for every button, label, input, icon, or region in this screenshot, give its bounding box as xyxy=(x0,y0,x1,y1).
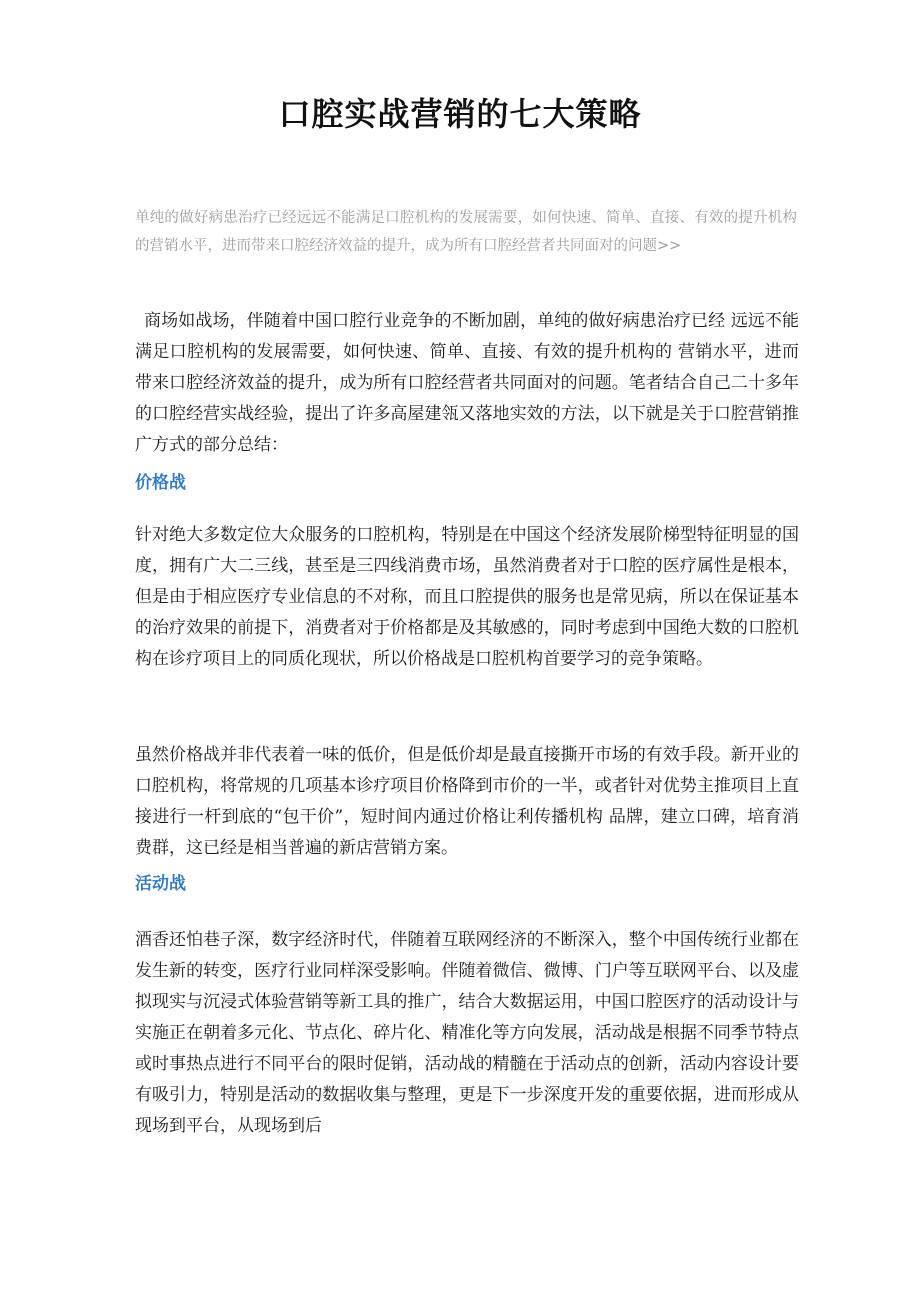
page-title: 口腔实战营销的七大策略 xyxy=(278,95,642,133)
price-war-paragraph-2: 虽然价格战并非代表着一味的低价，但是低价却是最直接撕开市场的有效手段。新开业的口腔机构，将常规的几项基本诊疗项目价格降到市价的一半，或者针对优势主推项目上直接进行一杆到底的“包干价”，短时间内通过价格让利传播机构 品牌，建立口碑，培育消费群，这已经是相当普遍的新店营销方案。 xyxy=(135,745,799,858)
intro-text: 商场如战场，伴随着中国口腔行业竞争的不断加剧，单纯的做好病患治疗已经 远远不能满足口腔机构的发展需要，如何快速、简单、直接、有效的提升机构的 营销水平，进而带来口腔经济效益的提升，成为所有口腔经营者共同面对的问题。笔者结合自己二十多年的口腔经营实战经验，提出了许多高屋建瓴又落地实效的方法，以下就是关于口腔营销推广方式的部分总结： xyxy=(135,311,799,455)
intro-paragraph xyxy=(135,306,799,461)
article-summary: 单纯的做好病患治疗已经远远不能满足口腔机构的发展需要，如何快速、简单、直接、有效的提升机构的营销水平，进而带来口腔经济效益的提升，成为所有口腔经营者共同面对的问题>> xyxy=(135,210,797,254)
activity-war-paragraph-1: 酒香还怕巷子深，数字经济时代，伴随着互联网经济的不断深入，整个中国传统行业都在发生新的转变，医疗行业同样深受影响。伴随着微信、微博、门户等互联网平台、以及虚拟现实与沉浸式体验营销等新工具的推广，结合大数据运用，中国口腔医疗的活动设计与实施正在朝着多元化、节点化、碎片化、精准化等方向发展，活动战是根据不同季节特点或时事热点进行不同平台的限时促销，活动战的精髓在于活动点的创新，活动内容设计要有吸引力，特别是活动的数据收集与整理，更是下一步深度开发的重要依据，进而形成从现场到平台，从现场到后 xyxy=(135,930,799,1136)
section-heading-price-war: 价格战 xyxy=(135,473,186,493)
section-heading-activity-war: 活动战 xyxy=(135,874,186,894)
price-war-paragraph-1: 针对绝大多数定位大众服务的口腔机构，特别是在中国这个经济发展阶梯型特征明显的国度，拥有广大二三线，甚至是三四线消费市场，虽然消费者对于口腔的医疗属性是根本，但是由于相应医疗专业信息的不对称，而且口腔提供的服务也是常见病，所以在保证基本的治疗效果的前提下，消费者对于价格都是及其敏感的，同时考虑到中国绝大数的口腔机构在诊疗项目上的同质化现状，所以价格战是口腔机构首要学习的竞争策略。 xyxy=(135,525,799,669)
